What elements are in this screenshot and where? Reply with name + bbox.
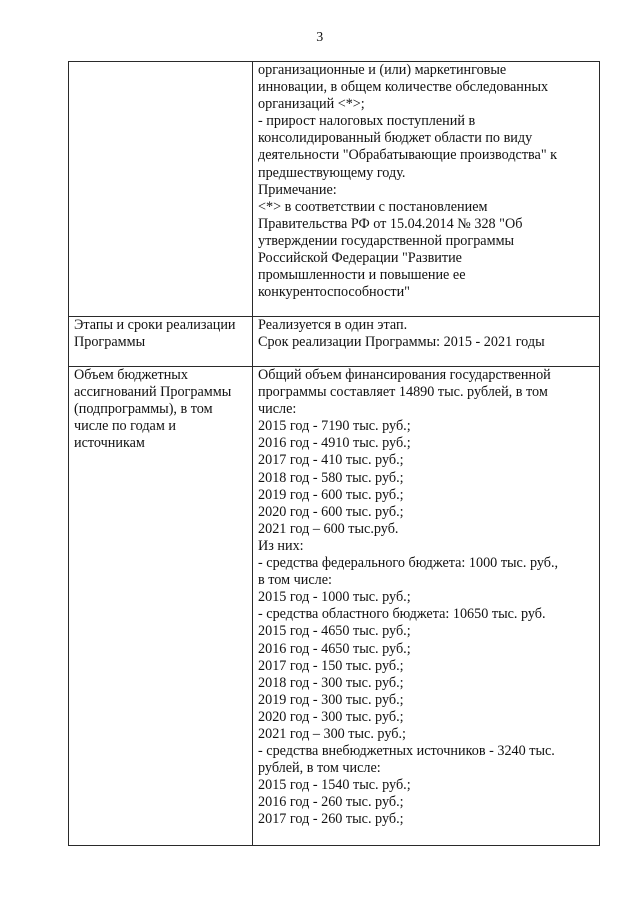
- text-line: 2021 год – 600 тыс.руб.: [258, 520, 399, 537]
- text-line: Срок реализации Программы: 2015 - 2021 годы: [258, 334, 545, 351]
- text-line: 2017 год - 410 тыс. руб.;: [258, 452, 404, 469]
- row-label-cell: [69, 317, 253, 367]
- text-line: промышленности и повышение ее: [258, 267, 466, 284]
- text-line: 2020 год - 300 тыс. руб.;: [258, 708, 404, 725]
- row-value-cell: [253, 62, 600, 317]
- text-line: конкурентоспособности": [258, 284, 410, 301]
- text-line: 2015 год - 1000 тыс. руб.;: [258, 589, 411, 606]
- text-line: предшествующему году.: [258, 164, 406, 181]
- text-line: организационные и (или) маркетинговые: [258, 62, 507, 78]
- text-line: 2015 год - 7190 тыс. руб.;: [258, 418, 411, 435]
- text-line: Правительства РФ от 15.04.2014 № 328 "Об: [258, 215, 523, 232]
- text-line: Программы: [74, 334, 146, 351]
- text-line: 2020 год - 600 тыс. руб.;: [258, 503, 404, 520]
- text-line: - средства федерального бюджета: 1000 тыс. руб.,: [258, 555, 559, 572]
- text-line: Российской Федерации "Развитие: [258, 250, 462, 267]
- table-row-indicators-continued: [69, 62, 600, 317]
- text-line: 2018 год - 300 тыс. руб.;: [258, 674, 404, 691]
- text-line: источникам: [74, 435, 145, 452]
- page-number: 3: [316, 30, 324, 45]
- text-line: числе по годам и: [74, 418, 176, 435]
- text-line: ассигнований Программы: [74, 384, 232, 401]
- text-line: Общий объем финансирования государственной: [258, 367, 551, 383]
- text-line: в том числе:: [258, 572, 332, 589]
- text-line: консолидированный бюджет области по виду: [258, 130, 533, 147]
- text-line: 2016 год - 260 тыс. руб.;: [258, 794, 404, 811]
- text-line: 2018 год - 580 тыс. руб.;: [258, 469, 404, 486]
- text-line: - средства областного бюджета: 10650 тыс. руб.: [258, 606, 546, 623]
- text-line: 2015 год - 1540 тыс. руб.;: [258, 777, 411, 794]
- text-line: Объем бюджетных: [74, 367, 188, 383]
- text-line: программы составляет 14890 тыс. рублей, в том: [258, 384, 548, 401]
- text-line: организаций <*>;: [258, 96, 365, 113]
- row-label-cell: [69, 367, 253, 846]
- text-line: 2017 год - 260 тыс. руб.;: [258, 811, 404, 828]
- text-line: утверждении государственной программы: [258, 232, 515, 249]
- text-line: рублей, в том числе:: [258, 760, 381, 777]
- text-line: (подпрограммы), в том: [74, 401, 213, 418]
- text-line: <*> в соответствии с постановлением: [258, 198, 488, 215]
- text-line: 2015 год - 4650 тыс. руб.;: [258, 623, 411, 640]
- text-line: 2019 год - 600 тыс. руб.;: [258, 486, 404, 503]
- table-row-budget: [69, 367, 600, 846]
- text-line: 2016 год - 4650 тыс. руб.;: [258, 640, 411, 657]
- text-line: 2019 год - 300 тыс. руб.;: [258, 691, 404, 708]
- text-line: Этапы и сроки реализации: [74, 317, 236, 333]
- text-line: Реализуется в один этап.: [258, 317, 408, 333]
- row-value-cell: [253, 367, 600, 846]
- text-line: Из них:: [258, 537, 304, 554]
- text-line: - средства внебюджетных источников - 3240 тыс.: [258, 743, 555, 760]
- text-line: 2021 год – 300 тыс. руб.;: [258, 725, 406, 742]
- row-label-cell: [69, 62, 253, 317]
- text-line: числе:: [258, 401, 297, 418]
- text-line: - прирост налоговых поступлений в: [258, 113, 476, 130]
- text-line: Примечание:: [258, 181, 337, 198]
- text-line: 2017 год - 150 тыс. руб.;: [258, 657, 404, 674]
- text-line: инновации, в общем количестве обследованных: [258, 79, 549, 96]
- text-line: деятельности "Обрабатывающие производства" к: [258, 147, 558, 164]
- program-passport-table: [68, 61, 600, 846]
- text-line: 2016 год - 4910 тыс. руб.;: [258, 435, 411, 452]
- row-value-cell: [253, 317, 600, 367]
- table-row-stages: [69, 317, 600, 367]
